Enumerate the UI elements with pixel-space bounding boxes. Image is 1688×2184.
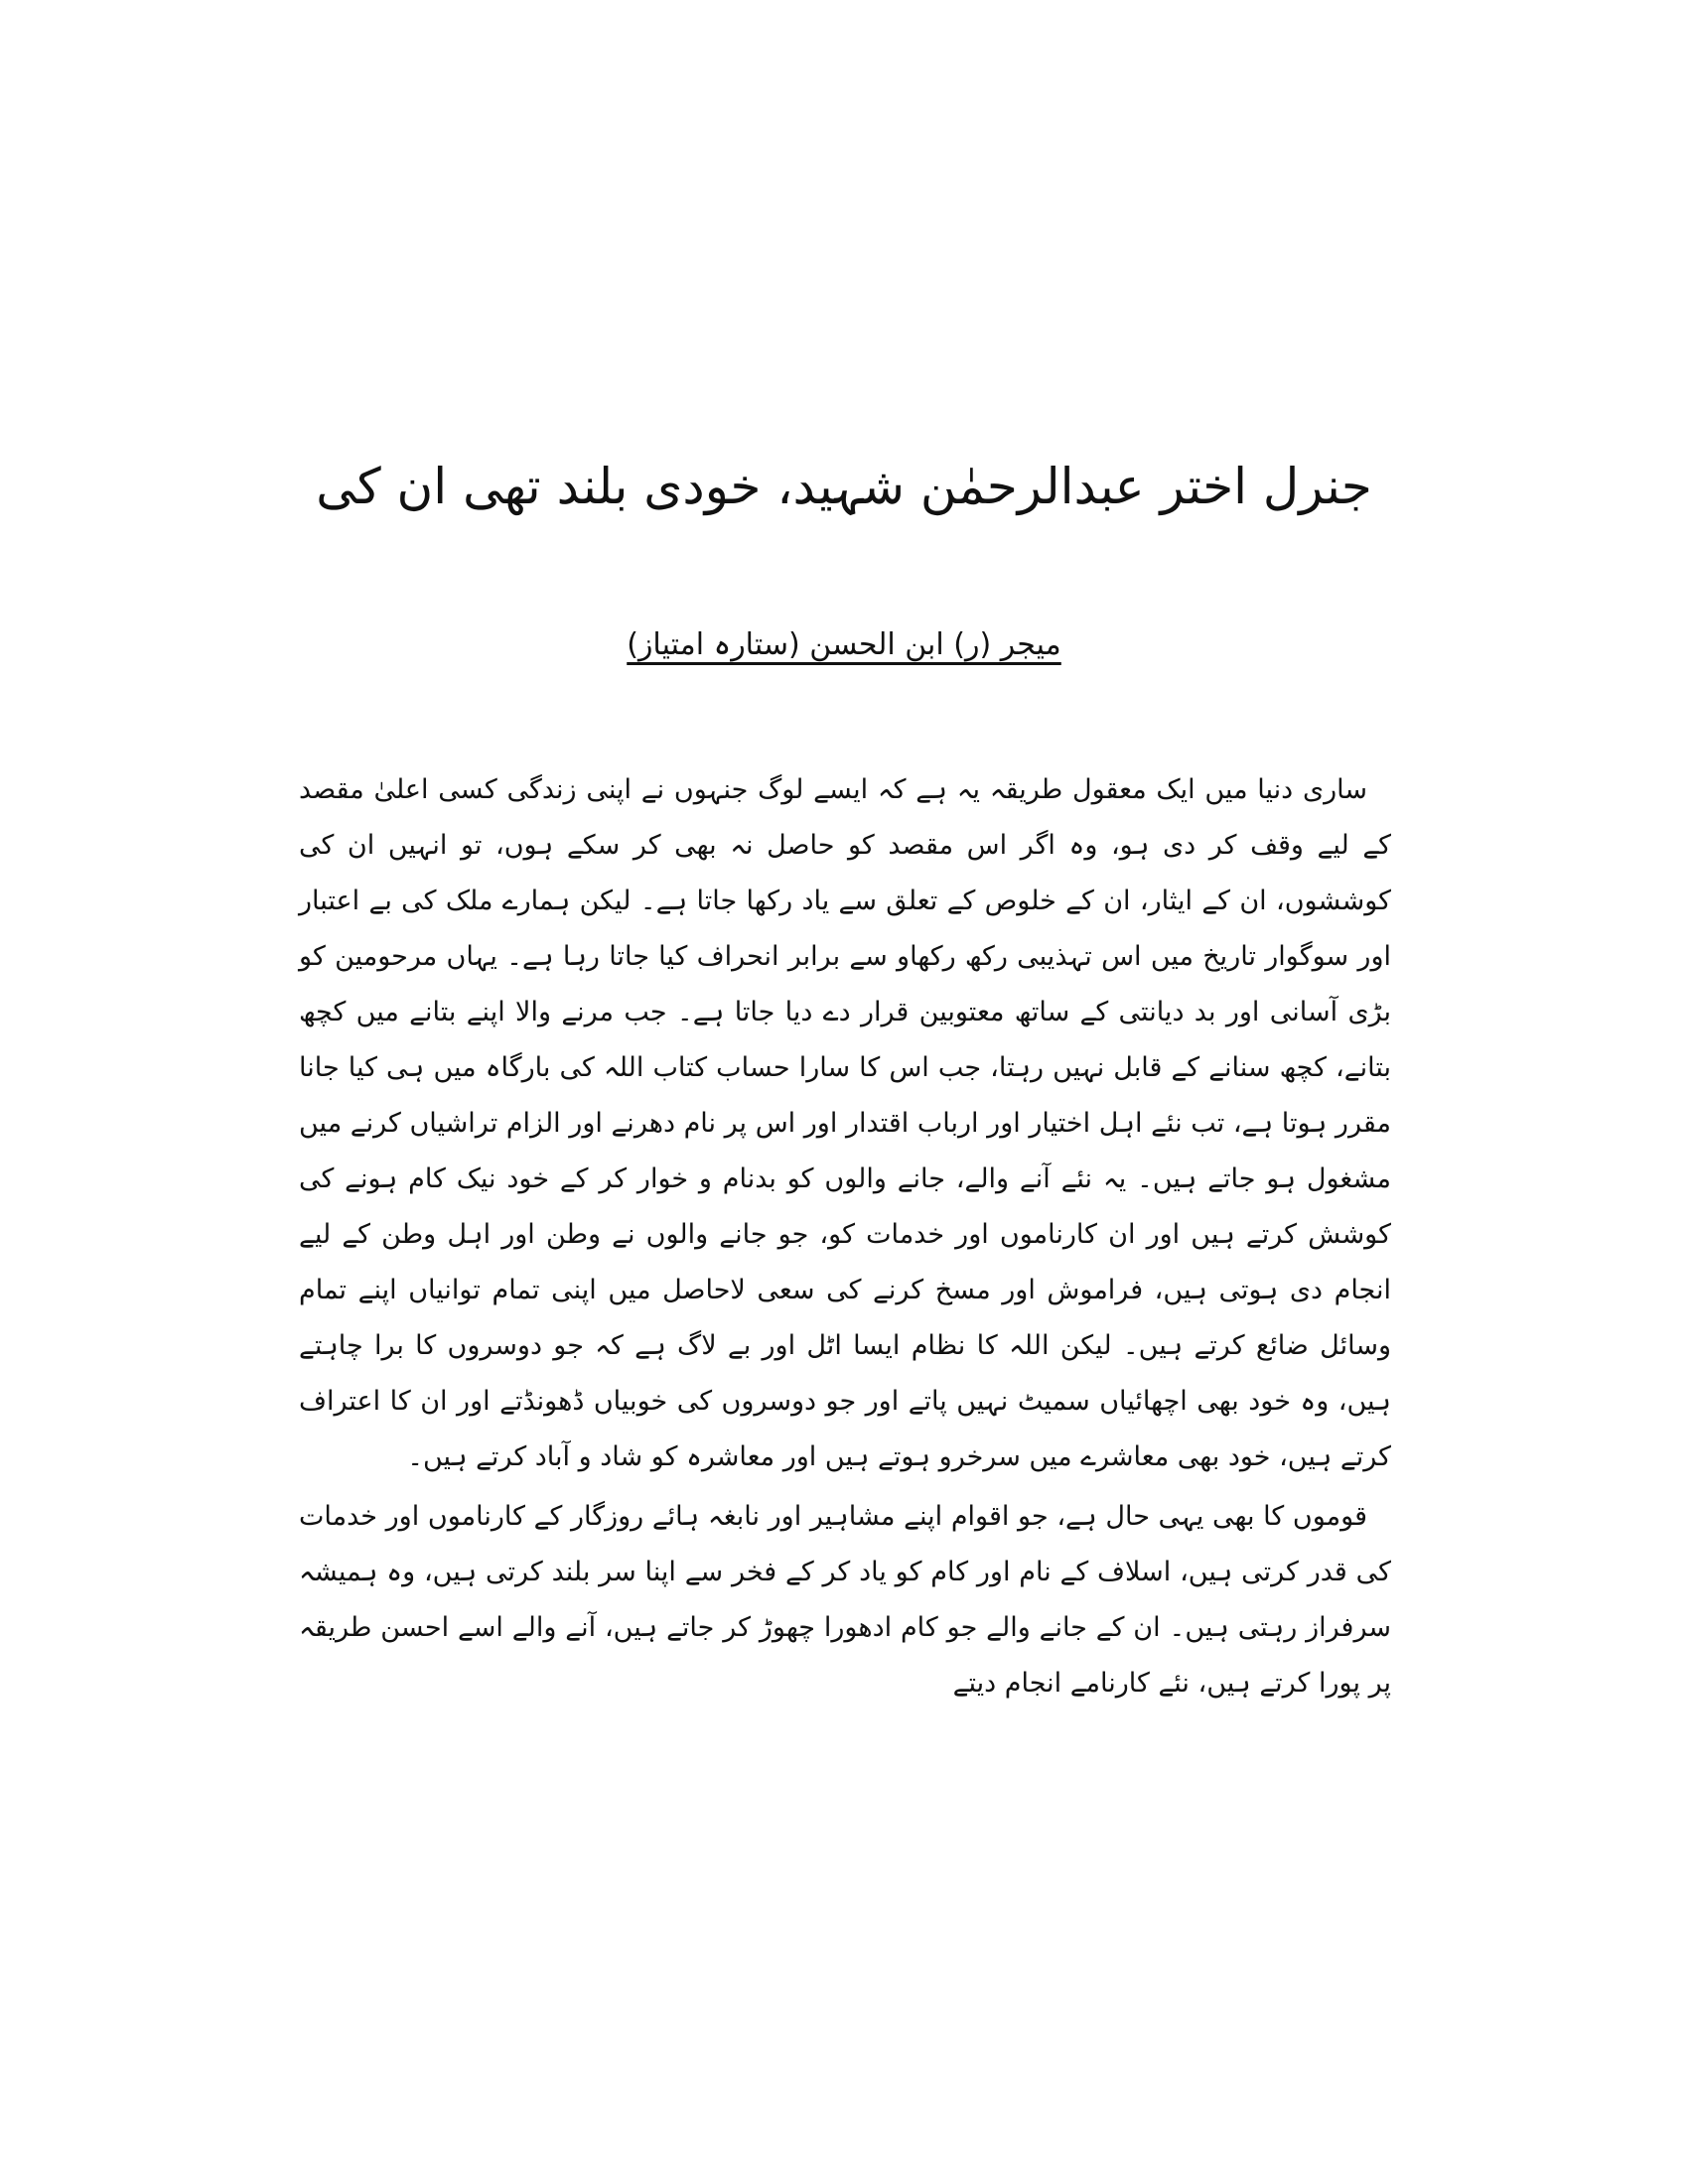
author-name: میجر (ر) ابن الحسن (ستارہ امتیاز) [627,627,1061,662]
article-title: جنرل اختر عبدالرحمٰن شہید، خودی بلند تھی ان کی [316,458,1372,515]
article-body [299,762,1391,1715]
paragraph: ساری دنیا میں ایک معقول طریقہ یہ ہے کہ ایسے لوگ جنہوں نے اپنی زندگی کسی اعلیٰ مقصد کے لیے وقف کر دی ہو، وہ اگر اس مقصد کو حاصل نہ بھی کر سکے ہوں، تو انہیں ان کی کوششوں، ان کے ایثار، ان کے خلوص کے تعلق سے یاد رکھا جاتا ہے۔ لیکن ہمارے ملک کی بے اعتبار اور سوگوار تاریخ میں اس تہذیبی رکھ رکھاو سے برابر انحراف کیا جاتا رہا ہے۔ یہاں مرحومین کو بڑی آسانی اور بد دیانتی کے ساتھ معتوبین قرار دے دیا جاتا ہے۔ جب مرنے والا اپنے بتانے میں کچھ بتانے، کچھ سنانے کے قابل نہیں رہتا، جب اس کا سارا حساب کتاب اللہ کی بارگاہ میں ہی کیا جانا مقرر ہوتا ہے، تب نئے اہل اختیار اور ارباب اقتدار اور اس پر نام دھرنے اور الزام تراشیاں کرنے میں مشغول ہو جاتے ہیں۔ یہ نئے آنے والے، جانے والوں کو بدنام و خوار کر کے خود نیک کام ہونے کی کوشش کرتے ہیں اور ان کارناموں اور خدمات کو، جو جانے والوں نے وطن اور اہل وطن کے لیے انجام دی ہوتی ہیں، فراموش اور مسخ کرنے کی سعی لاحاصل میں اپنی تمام توانیاں اپنے تمام وسائل ضائع کرتے ہیں۔ لیکن اللہ کا نظام ایسا اٹل اور بے لاگ ہے کہ جو دوسروں کا برا چاہتے ہیں، وہ خود بھی اچھائیاں سمیٹ نہیں پاتے اور جو دوسروں کی خوبیاں ڈھونڈتے اور ان کا اعتراف کرتے ہیں، خود بھی معاشرے میں سرخرو ہوتے ہیں اور معاشرہ کو شاد و آباد کرتے ہیں۔ [299,774,1391,1472]
author-byline [397,623,1291,667]
paragraph: قوموں کا بھی یہی حال ہے، جو اقوام اپنے مشاہیر اور نابغہ ہائے روزگار کے کارناموں اور خدمات کی قدر کرتی ہیں، اسلاف کے نام اور کام کو یاد کر کے فخر سے اپنا سر بلند کرتی ہیں، وہ ہمیشہ سرفراز رہتی ہیں۔ ان کے جانے والے جو کام ادھورا چھوڑ کر جاتے ہیں، آنے والے اسے احسن طریقہ پر پورا کرتے ہیں، نئے کارنامے انجام دیتے [299,1501,1391,1699]
